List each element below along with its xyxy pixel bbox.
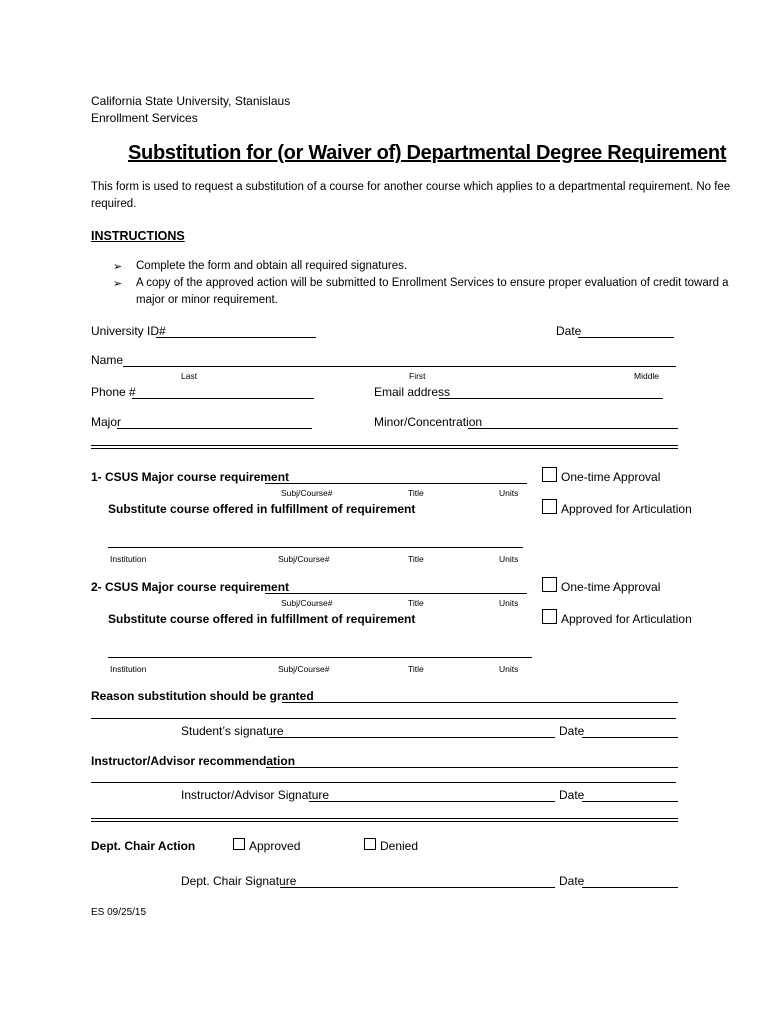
bullet-arrow-icon: ➢ xyxy=(113,278,123,290)
reason-field-line-2[interactable] xyxy=(91,718,676,719)
advisor-signature-label: Instructor/Advisor Signature xyxy=(181,788,330,802)
advisor-recommendation-line-2[interactable] xyxy=(91,782,676,783)
articulation-checkbox-2[interactable] xyxy=(542,609,557,624)
chair-signature-field[interactable] xyxy=(280,887,555,888)
intro-line-2: required. xyxy=(91,198,137,210)
student-signature-field[interactable] xyxy=(269,737,555,738)
instruction-item-2-line-1: A copy of the approved action will be submitted to Enrollment Services to ensure proper evaluation of credit toward a xyxy=(136,277,729,289)
title-caption: Title xyxy=(408,554,424,564)
advisor-recommendation-label: Instructor/Advisor recommendation xyxy=(91,754,296,768)
articulation-checkbox-1[interactable] xyxy=(542,499,557,514)
institution-caption: Institution xyxy=(110,664,147,674)
name-label: Name xyxy=(91,353,124,367)
instructions-heading: INSTRUCTIONS xyxy=(91,229,185,243)
requirement-2-label: 2- CSUS Major course requirement xyxy=(91,580,290,594)
reason-label: Reason substitution should be granted xyxy=(91,689,314,703)
advisor-date-label: Date xyxy=(559,788,585,802)
title-caption: Title xyxy=(408,664,424,674)
requirement-2-field[interactable] xyxy=(265,593,527,594)
email-label: Email address xyxy=(374,385,451,399)
title-caption: Title xyxy=(408,488,424,498)
substitute-2-label: Substitute course offered in fulfillment of requirement xyxy=(108,612,416,626)
denied-checkbox[interactable] xyxy=(364,838,376,850)
subj-course-caption: Subj/Course# xyxy=(281,488,333,498)
major-label: Major xyxy=(91,415,122,429)
approved-checkbox[interactable] xyxy=(233,838,245,850)
student-date-label: Date xyxy=(559,724,585,738)
substitute-1-label: Substitute course offered in fulfillment of requirement xyxy=(108,502,416,516)
university-id-label: University ID# xyxy=(91,324,166,338)
university-name: California State University, Stanislaus xyxy=(91,94,291,108)
dept-chair-action-label: Dept. Chair Action xyxy=(91,839,196,853)
advisor-date-field[interactable] xyxy=(582,801,678,802)
student-date-field[interactable] xyxy=(582,737,678,738)
name-first-caption: First xyxy=(409,371,426,381)
date-label: Date xyxy=(556,324,582,338)
chair-date-field[interactable] xyxy=(582,887,678,888)
chair-date-label: Date xyxy=(559,874,585,888)
subj-course-caption: Subj/Course# xyxy=(278,554,330,564)
requirement-1-field[interactable] xyxy=(265,483,527,484)
minor-field[interactable] xyxy=(468,428,678,429)
articulation-label-2: Approved for Articulation xyxy=(561,612,692,626)
form-title: Substitution for (or Waiver of) Departmental Degree Requirement xyxy=(128,142,727,164)
phone-field[interactable] xyxy=(132,398,314,399)
institution-caption: Institution xyxy=(110,554,147,564)
one-time-approval-checkbox-2[interactable] xyxy=(542,577,557,592)
articulation-label-1: Approved for Articulation xyxy=(561,502,692,516)
name-field[interactable] xyxy=(123,366,676,367)
substitute-2-field[interactable] xyxy=(108,657,532,658)
substitute-1-field[interactable] xyxy=(108,547,523,548)
section-divider xyxy=(91,445,678,449)
one-time-approval-label-2: One-time Approval xyxy=(561,580,661,594)
section-divider xyxy=(91,818,678,822)
units-caption: Units xyxy=(499,554,519,564)
advisor-signature-field[interactable] xyxy=(309,801,555,802)
denied-label: Denied xyxy=(380,839,419,853)
approved-label: Approved xyxy=(249,839,301,853)
intro-line-1: This form is used to request a substitution of a course for another course which applies to a departmental requirement. No fee xyxy=(91,181,731,193)
name-middle-caption: Middle xyxy=(634,371,660,381)
reason-field[interactable] xyxy=(282,702,678,703)
requirement-1-label: 1- CSUS Major course requirement xyxy=(91,470,290,484)
form-code: ES 09/25/15 xyxy=(91,907,147,918)
office-name: Enrollment Services xyxy=(91,111,198,125)
one-time-approval-label-1: One-time Approval xyxy=(561,470,661,484)
units-caption: Units xyxy=(499,664,519,674)
instruction-item-2-line-2: major or minor requirement. xyxy=(136,294,278,306)
subj-course-caption: Subj/Course# xyxy=(281,598,333,608)
units-caption: Units xyxy=(499,488,519,498)
bullet-arrow-icon: ➢ xyxy=(113,261,123,273)
units-caption: Units xyxy=(499,598,519,608)
subj-course-caption: Subj/Course# xyxy=(278,664,330,674)
phone-label: Phone # xyxy=(91,385,136,399)
university-id-field[interactable] xyxy=(156,337,316,338)
advisor-recommendation-field[interactable] xyxy=(266,767,678,768)
name-last-caption: Last xyxy=(181,371,198,381)
instruction-item-1: Complete the form and obtain all required signatures. xyxy=(136,260,408,272)
student-signature-label: Student’s signature xyxy=(181,724,284,738)
major-field[interactable] xyxy=(117,428,312,429)
minor-label: Minor/Concentration xyxy=(374,415,483,429)
date-field[interactable] xyxy=(578,337,674,338)
title-caption: Title xyxy=(408,598,424,608)
chair-signature-label: Dept. Chair Signature xyxy=(181,874,297,888)
email-field[interactable] xyxy=(439,398,663,399)
one-time-approval-checkbox-1[interactable] xyxy=(542,467,557,482)
